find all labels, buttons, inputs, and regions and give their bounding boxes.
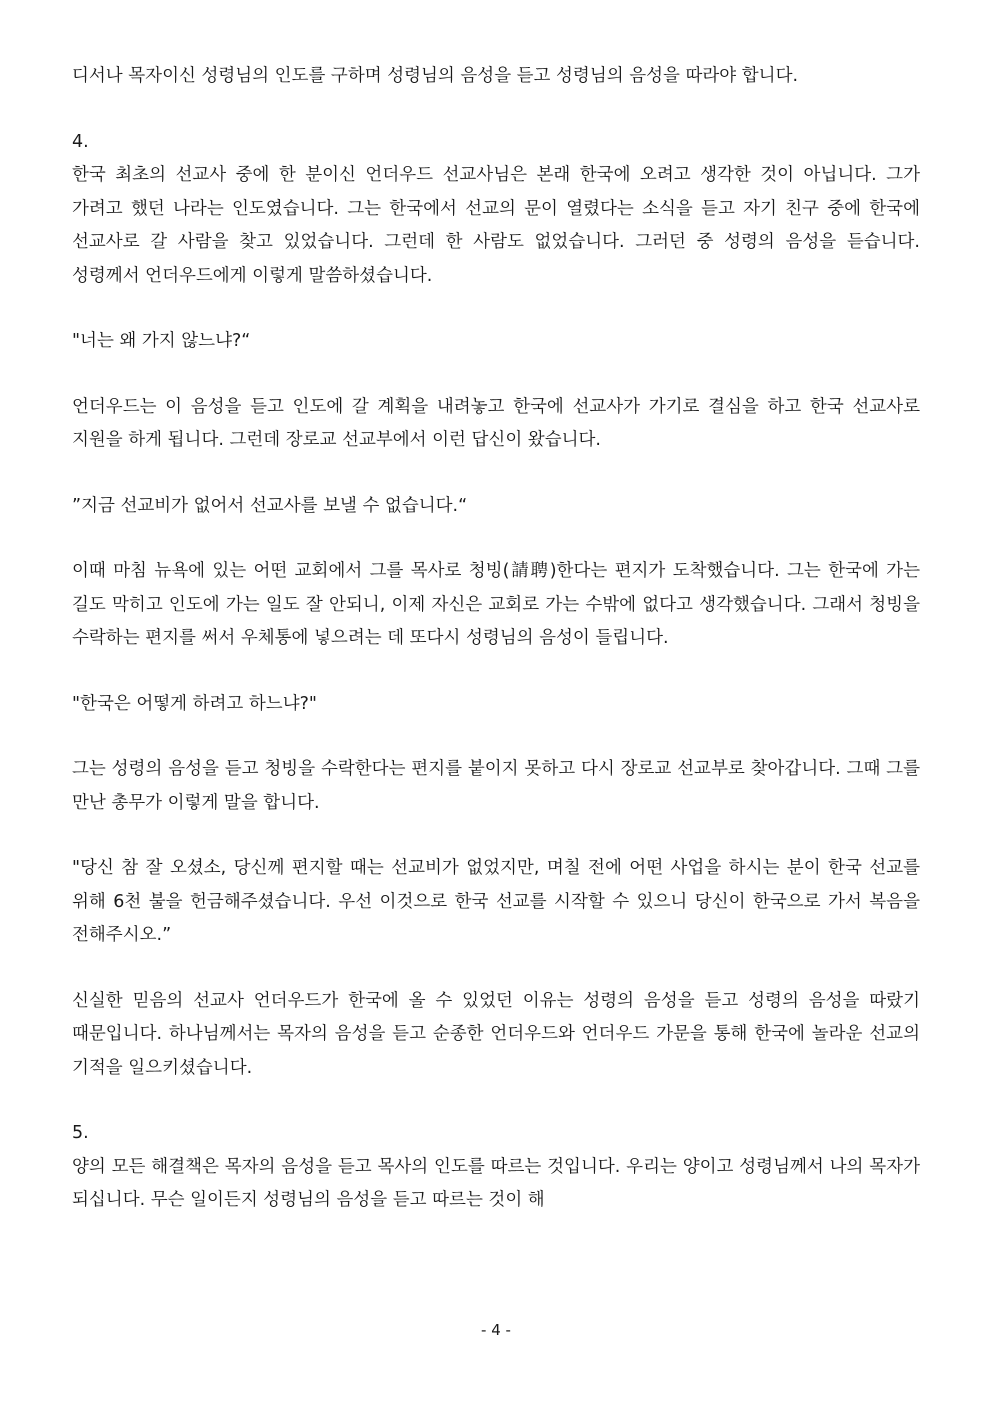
paragraph-invitation-letter: 이때 마침 뉴욕에 있는 어떤 교회에서 그를 목사로 청빙(請聘)한다는 편지가 도착했습니다. 그는 한국에 가는 길도 막히고 인도에 가는 일도 잘 안되니, 이제 자신은 교회로 가는 수밖에 없다고 생각했습니다. 그래서 청빙을 수락하는 편지를 써서 우체통에 넣으려는 데 또다시 성령님의 음성이 들립니다.: [72, 561, 920, 648]
paragraph-sheep-solution: 양의 모든 해결책은 목자의 음성을 듣고 목사의 인도를 따르는 것입니다. 우리는 양이고 성령님께서 나의 목자가 되십니다. 무슨 일이든지 성령님의 음성을 듣고 따르는 것이 해: [72, 1156, 920, 1210]
paragraph-gap: [72, 458, 920, 490]
paragraph-gap: [72, 953, 920, 985]
paragraph-gap: [72, 293, 920, 325]
paragraph-gap: [72, 721, 920, 753]
quote-what-about-korea: "한국은 어떻게 하려고 하느냐?": [72, 693, 317, 714]
paragraph-gap: [72, 1085, 920, 1117]
paragraph-gap: [72, 656, 920, 688]
quote-secretary: "당신 참 잘 오셨소, 당신께 편지할 때는 선교비가 없었지만, 며칠 전에 어떤 사업을 하시는 분이 한국 선교를 위해 6천 불을 헌금해주셨습니다. 우선 이것으로 한국 선교를 시작할 수 있으니 당신이 한국으로 가서 복음을 전해주시오.”: [72, 858, 920, 945]
section-number-4: 4.: [72, 131, 89, 152]
paragraph-conclusion-underwood: 신실한 믿음의 선교사 언더우드가 한국에 올 수 있었던 이유는 성령의 음성을 듣고 성령의 음성을 따랐기 때문입니다. 하나님께서는 목자의 음성을 듣고 순종한 언더우드와 언더우드 가문을 통해 한국에 놀라운 선교의 기적을 일으키셨습니다.: [72, 990, 920, 1078]
page-number: - 4 -: [481, 1321, 511, 1339]
paragraph-intro: 디서나 목자이신 성령님의 인도를 구하며 성령님의 음성을 듣고 성령님의 음성을 따라야 합니다.: [72, 66, 799, 86]
paragraph-gap: [72, 820, 920, 852]
paragraph-return-to-board: 그는 성령의 음성을 듣고 청빙을 수락한다는 편지를 붙이지 못하고 다시 장로교 선교부로 찾아갑니다. 그때 그를 만난 총무가 이렇게 말을 합니다.: [72, 759, 920, 813]
paragraph-gap: [72, 523, 920, 555]
paragraph-underwood-calling: 한국 최초의 선교사 중에 한 분이신 언더우드 선교사님은 본래 한국에 오려고 생각한 것이 아닙니다. 그가 가려고 했던 나라는 인도였습니다. 그는 한국에서 선교의 문이 열렸다는 소식을 듣고 자기 친구 중에 한국에 선교사로 갈 사람을 찾고 있었습니다. 그런데 한 사람도 없었습니다. 그러던 중 성령의 음성을 듣습니다. 성령께서 언더우드에게 이렇게 말씀하셨습니다.: [72, 165, 920, 286]
quote-no-funds: ”지금 선교비가 없어서 선교사를 보낼 수 없습니다.“: [72, 495, 468, 516]
quote-why-not-go: "너는 왜 가지 않느냐?“: [72, 331, 251, 351]
section-number-5: 5.: [72, 1123, 89, 1143]
paragraph-gap: [72, 359, 920, 391]
paragraph-gap: [72, 94, 920, 126]
document-page: [72, 60, 920, 1218]
paragraph-decision: 언더우드는 이 음성을 듣고 인도에 갈 계획을 내려놓고 한국에 선교사가 가기로 결심을 하고 한국 선교사로 지원을 하게 됩니다. 그런데 장로교 선교부에서 이런 답신이 왔습니다.: [72, 396, 920, 450]
